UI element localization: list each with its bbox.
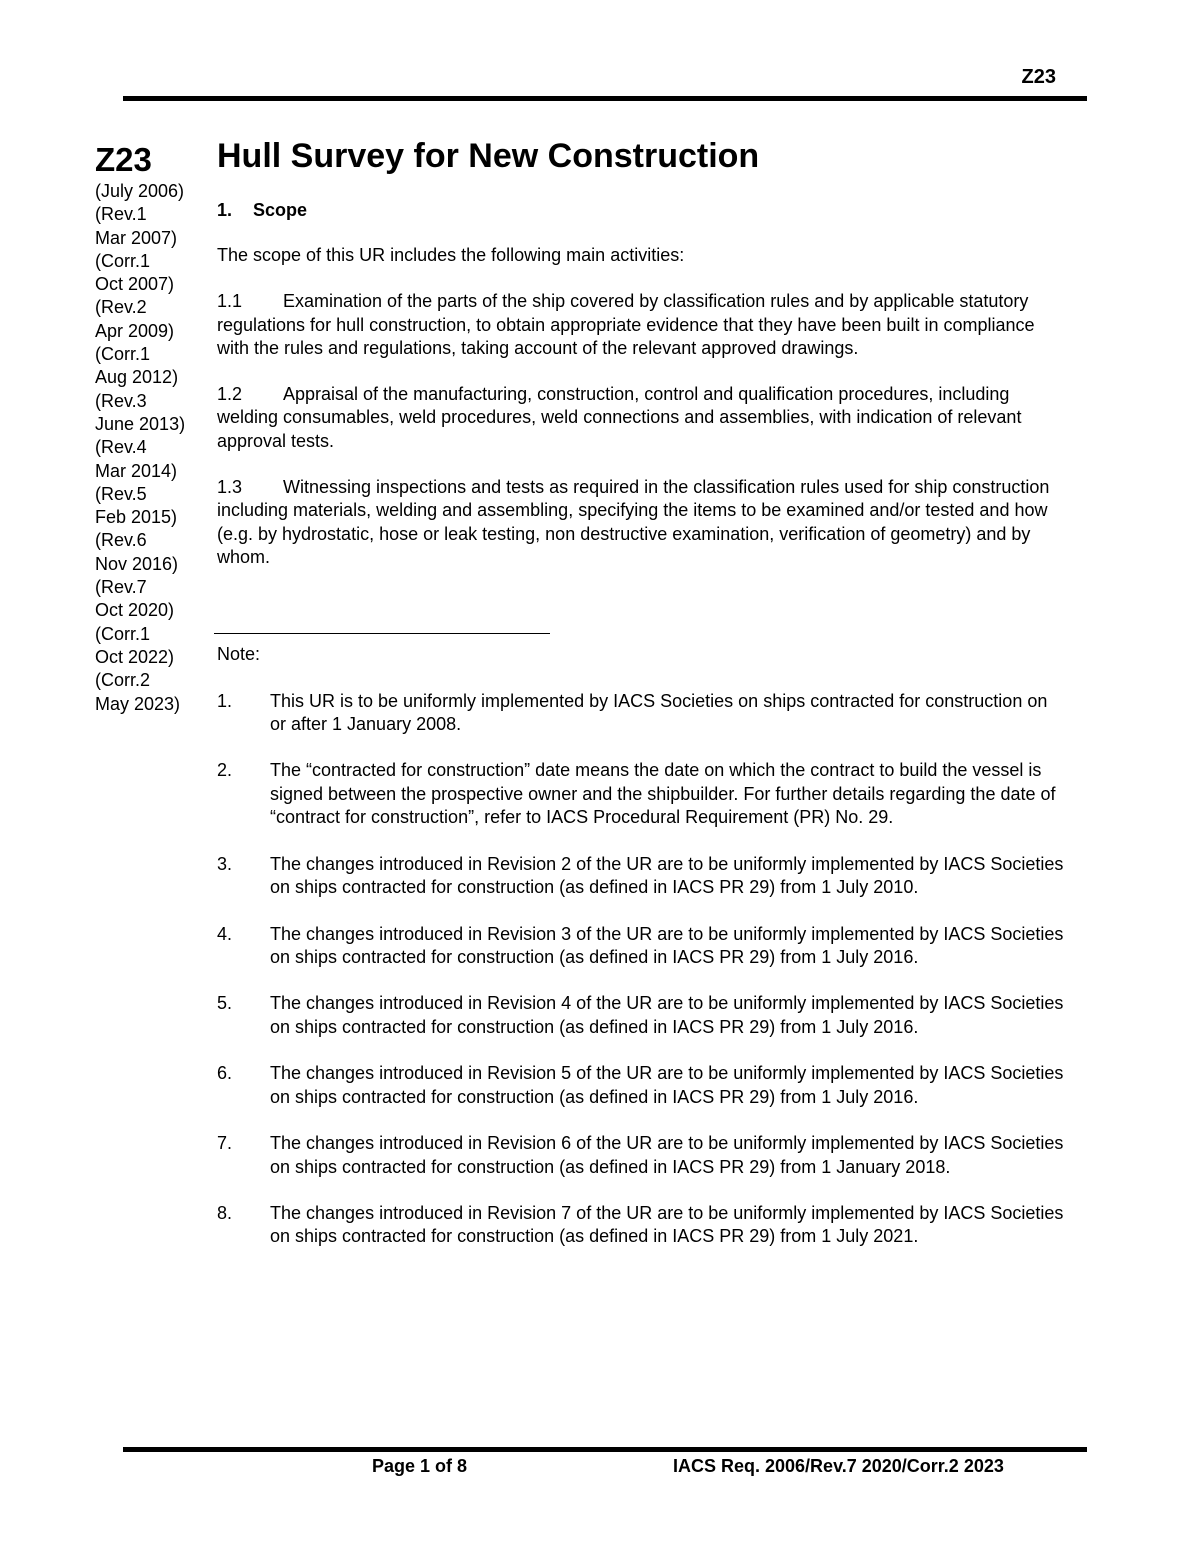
note-item (217, 923, 1067, 970)
sidebar-code: Z23 (95, 141, 152, 178)
document-reference: IACS Req. 2006/Rev.7 2020/Corr.2 2023 (673, 1456, 1004, 1476)
revision-line: (Rev.4 (95, 437, 147, 458)
notes-section (217, 643, 1067, 1249)
paragraph (217, 476, 1067, 569)
note-text: The “contracted for construction” date means the date on which the contract to build the vessel is signed between the prospective owner and the shipbuilder. For further details regarding the date of “contract for construction”, refer to IACS Procedural Requirement (PR) No. 29. (270, 760, 1056, 828)
paragraph (217, 290, 1067, 360)
note-item (217, 759, 1067, 829)
note-number: 1. (217, 690, 233, 711)
revision-line: Apr 2009) (95, 320, 175, 341)
sidebar (95, 140, 210, 716)
paragraph (217, 383, 1067, 453)
header-rule (123, 96, 1087, 101)
notes-label: Note: (217, 644, 261, 664)
note-number: 4. (217, 923, 233, 944)
note-text: The changes introduced in Revision 7 of the UR are to be uniformly implemented by IACS Societies on ships contracted for construction (as defined in IACS PR 29) from 1 July 2021. (270, 1203, 1064, 1247)
note-number: 8. (217, 1203, 233, 1224)
paragraph-number: 1.3 (217, 477, 243, 498)
note-text: The changes introduced in Revision 6 of the UR are to be uniformly implemented by IACS Societies on ships contracted for construction (as defined in IACS PR 29) from 1 January 2018. (270, 1133, 1064, 1177)
page-title: Hull Survey for New Construction (217, 137, 760, 175)
revision-history (95, 180, 210, 716)
revision-line: (Corr.2 (95, 670, 151, 691)
note-item (217, 1132, 1067, 1179)
note-item (217, 1062, 1067, 1109)
revision-line: Oct 2007) (95, 274, 175, 295)
revision-line: (Rev.5 (95, 483, 147, 504)
note-number: 3. (217, 853, 233, 874)
paragraph-number: 1.1 (217, 291, 243, 312)
note-text: The changes introduced in Revision 4 of the UR are to be uniformly implemented by IACS Societies on ships contracted for construction (as defined in IACS PR 29) from 1 July 2016. (270, 993, 1064, 1037)
revision-line: (Corr.1 (95, 250, 151, 271)
section-number: 1. (217, 200, 233, 220)
section-title: Scope (253, 200, 308, 220)
revision-line: May 2023) (95, 693, 181, 714)
note-text: The changes introduced in Revision 2 of the UR are to be uniformly implemented by IACS Societies on ships contracted for construction (as defined in IACS PR 29) from 1 July 2010. (270, 853, 1064, 897)
note-item (217, 853, 1067, 900)
revision-line: Nov 2016) (95, 553, 179, 574)
revision-line: Mar 2007) (95, 227, 178, 248)
intro-text: The scope of this UR includes the following main activities: (217, 245, 685, 265)
revision-line: (Rev.3 (95, 390, 147, 411)
paragraph-text: Examination of the parts of the ship covered by classification rules and by applicable statutory regulations for hull construction, to obtain appropriate evidence that they have been built in compliance with the rules and regulations, taking account of the relevant approved drawings. (217, 291, 1035, 358)
note-number: 5. (217, 993, 233, 1014)
revision-line: (July 2006) (95, 181, 185, 201)
section-heading (217, 198, 1067, 222)
revision-line: (Corr.1 (95, 344, 151, 365)
revision-line: Oct 2020) (95, 600, 175, 621)
paragraph-text: Witnessing inspections and tests as required in the classification rules used for ship construction including materials, welding and assembling, specifying the items to be examined and/or tested and how (e.g. by hydrostatic, hose or leak testing, non destructive examination, verification of geometry) and by whom. (217, 477, 1050, 567)
note-text: This UR is to be uniformly implemented by IACS Societies on ships contracted for construction on or after 1 January 2008. (270, 690, 1048, 734)
revision-line: Oct 2022) (95, 646, 175, 667)
note-text: The changes introduced in Revision 5 of the UR are to be uniformly implemented by IACS Societies on ships contracted for construction (as defined in IACS PR 29) from 1 July 2016. (270, 1063, 1064, 1107)
page-number: Page 1 of 8 (372, 1456, 468, 1476)
revision-line: (Rev.6 (95, 530, 147, 551)
revision-line: Feb 2015) (95, 507, 178, 528)
note-item (217, 690, 1067, 737)
main-content (217, 134, 1067, 569)
note-number: 7. (217, 1133, 233, 1154)
note-item (217, 1202, 1067, 1249)
note-number: 2. (217, 760, 233, 781)
revision-line: June 2013) (95, 413, 186, 434)
note-item (217, 992, 1067, 1039)
note-number: 6. (217, 1063, 233, 1084)
paragraph-number: 1.2 (217, 384, 243, 405)
note-text: The changes introduced in Revision 3 of the UR are to be uniformly implemented by IACS Societies on ships contracted for construction (as defined in IACS PR 29) from 1 July 2016. (270, 923, 1064, 967)
footnote-separator (214, 633, 550, 634)
footer-rule (123, 1447, 1087, 1452)
revision-line: Mar 2014) (95, 460, 178, 481)
revision-line: (Corr.1 (95, 623, 151, 644)
revision-line: (Rev.1 (95, 204, 147, 225)
revision-line: (Rev.7 (95, 577, 147, 598)
revision-line: (Rev.2 (95, 297, 147, 318)
header-code: Z23 (1021, 66, 1056, 88)
revision-line: Aug 2012) (95, 367, 179, 388)
paragraph-text: Appraisal of the manufacturing, construction, control and qualification procedures, including welding consumables, weld procedures, weld connections and assemblies, with indication of relevant approval tests. (217, 384, 1022, 451)
